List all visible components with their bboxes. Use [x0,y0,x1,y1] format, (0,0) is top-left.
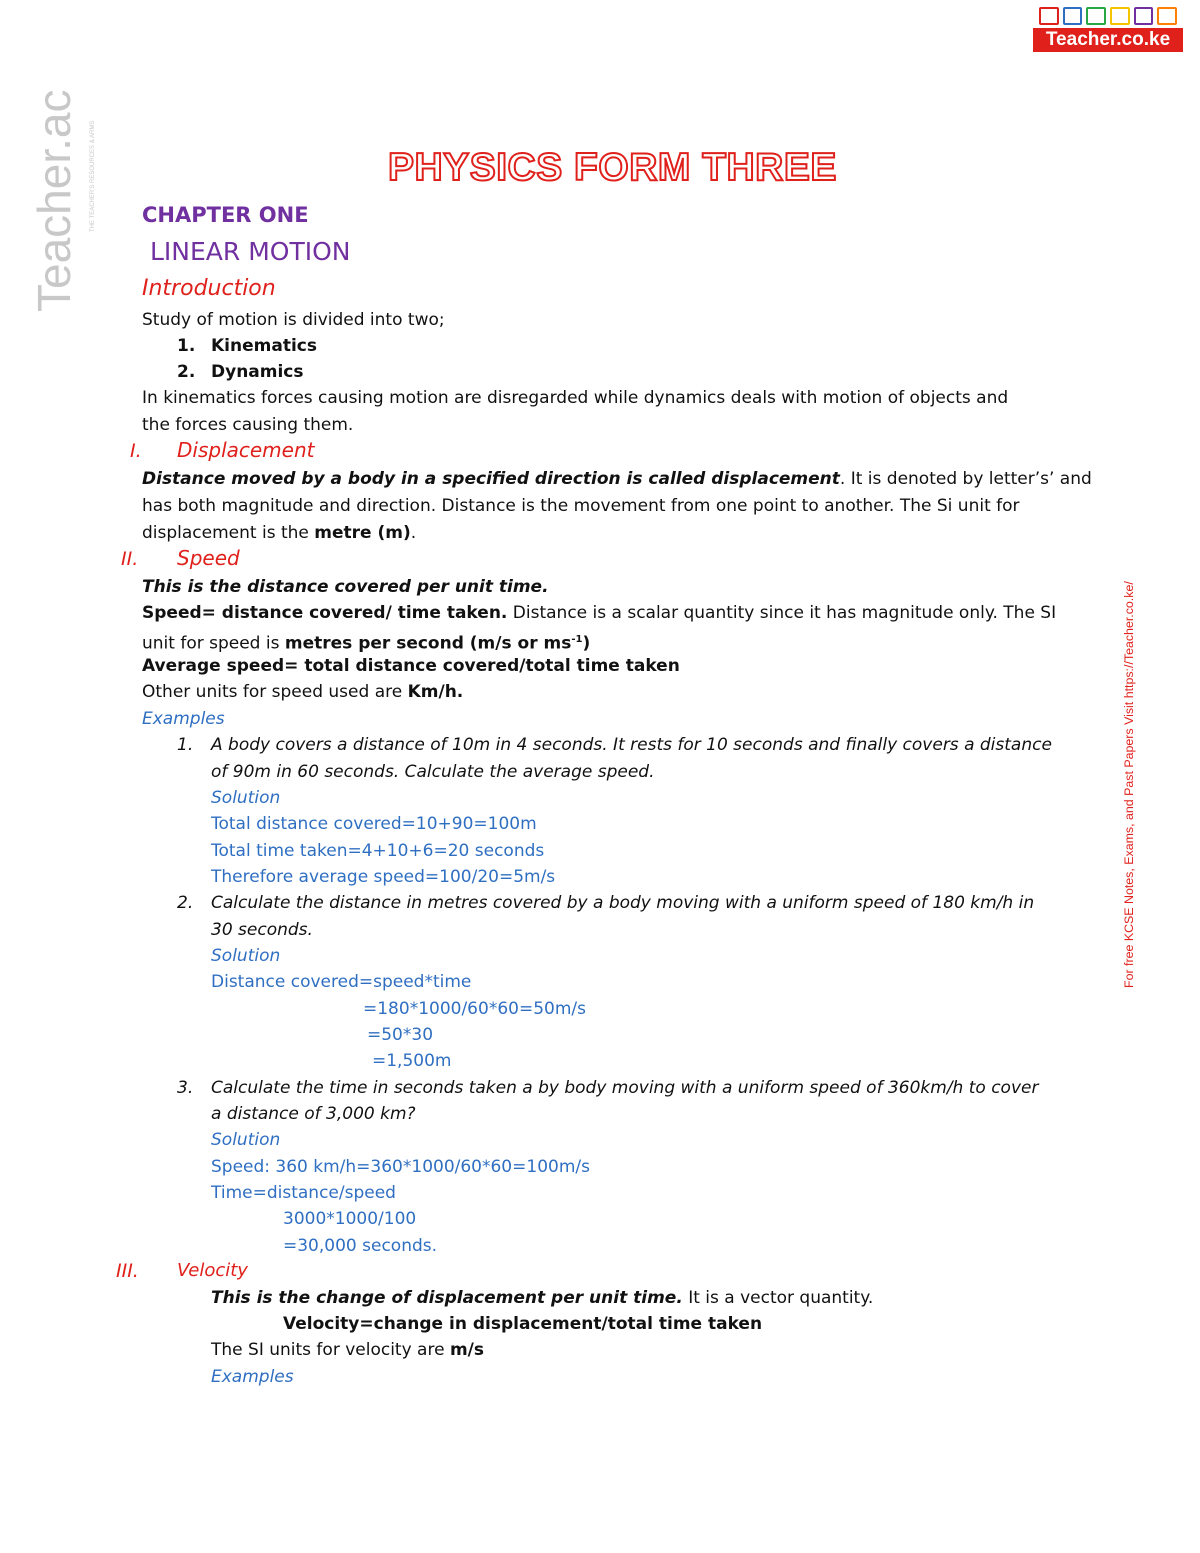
definition: This is the change of displacement per unit time. [211,1288,683,1308]
text-run: The SI units for velocity are [211,1340,450,1360]
logo-square [1110,7,1130,25]
solution-line: =1,500m [372,1051,452,1071]
side-note-text: For free KCSE Notes, Exams, and Past Papers Visit https://Teacher.co.ke/ [1122,581,1136,988]
formula: Velocity=change in displacement/total time taken [283,1314,763,1334]
section-heading-velocity: Velocity [177,1260,248,1281]
paragraph-line [142,468,1092,490]
paragraph-line [142,602,1056,624]
list-item-dynamics: Dynamics [211,362,304,382]
list-item-kinematics: Kinematics [211,336,317,356]
section-heading-displacement: Displacement [177,438,315,462]
chapter-label: CHAPTER ONE [142,203,309,227]
paragraph-line: In kinematics forces causing motion are disregarded while dynamics deals with motion of objects and [142,388,1009,408]
side-note [1111,560,1145,990]
watermark-tagline: THE TEACHER'S RESOURCES & ARMS [90,120,96,232]
bold-text: ) [582,633,591,654]
solution-label: Solution [211,946,281,966]
paragraph-line [142,629,590,655]
example-question: Calculate the distance in metres covered by a body moving with a uniform speed of 180 km/h in [211,893,1035,913]
text-run: unit for speed is [142,633,285,654]
example-number: 2. [177,893,194,913]
list-number: 2. [177,362,196,382]
logo-square [1134,7,1154,25]
solution-line: =30,000 seconds. [283,1236,438,1256]
solution-line: Speed: 360 km/h=360*1000/60*60=100m/s [211,1157,590,1177]
solution-line: Distance covered=speed*time [211,972,472,992]
solution-line: Therefore average speed=100/20=5m/s [211,867,556,887]
intro-heading: Introduction [142,276,276,301]
solution-line: =50*30 [367,1025,434,1045]
definition: Distance moved by a body in a specified direction is called displacement [142,469,840,489]
text-run: displacement is the [142,523,315,543]
paragraph-line: has both magnitude and direction. Distance is the movement from one point to another. The Si unit for [142,496,1020,516]
formula: Speed= distance covered/ time taken. [142,603,508,623]
bold-text: m/s [449,1340,484,1360]
section-heading-speed: Speed [177,546,240,570]
logo-square [1157,7,1177,25]
paragraph-line: the forces causing them. [142,415,354,435]
bold-text: metres per second (m/s or ms [284,633,572,654]
paragraph-line [142,522,416,544]
logo-square [1086,7,1106,25]
bold-text: metre (m) [314,523,411,543]
section-numeral: I. [130,440,142,462]
superscript: -1 [571,634,583,645]
text-run: It is a vector quantity. [682,1288,874,1308]
example-question: of 90m in 60 seconds. Calculate the average speed. [211,762,655,782]
solution-line: Total distance covered=10+90=100m [211,814,537,834]
solution-line: 3000*1000/100 [283,1209,417,1229]
formula: Average speed= total distance covered/total time taken [142,656,680,676]
solution-label: Solution [211,1130,281,1150]
examples-label: Examples [211,1367,294,1387]
example-question: Calculate the time in seconds taken a by body moving with a uniform speed of 360km/h to cover [211,1078,1039,1098]
paragraph-line [211,1287,873,1309]
teacher-logo [1033,4,1183,54]
example-question: A body covers a distance of 10m in 4 seconds. It rests for 10 seconds and finally covers a distance [211,735,1052,755]
paragraph-line [142,681,463,703]
text-run: Distance is a scalar quantity since it has magnitude only. The SI [507,603,1057,623]
text-run: . It is denoted by letter’s’ and [839,469,1092,489]
example-number: 3. [177,1078,194,1098]
paragraph-line [211,1339,484,1361]
chapter-title: LINEAR MOTION [150,237,351,266]
logo-square [1039,7,1059,25]
section-numeral: III. [116,1260,139,1282]
intro-text: Study of motion is divided into two; [142,310,445,330]
logo-square [1063,7,1083,25]
watermark [0,0,110,330]
text-run: Other units for speed used are [142,682,408,702]
section-numeral: II. [121,548,139,570]
solution-line: =180*1000/60*60=50m/s [363,999,586,1019]
page-title: PHYSICS FORM THREE [388,146,837,189]
logo-squares [1033,4,1183,25]
watermark-text: Teacher.ac [28,89,80,312]
list-number: 1. [177,336,196,356]
example-question: a distance of 3,000 km? [211,1104,416,1124]
definition: This is the distance covered per unit time. [142,577,549,597]
text-run: . [410,523,417,543]
example-question: 30 seconds. [211,920,313,940]
solution-line: Total time taken=4+10+6=20 seconds [211,841,545,861]
solution-label: Solution [211,788,281,808]
examples-label: Examples [142,709,225,729]
logo-text: Teacher.co.ke [1033,28,1183,52]
bold-text: Km/h. [407,682,464,702]
example-number: 1. [177,735,194,755]
solution-line: Time=distance/speed [211,1183,396,1203]
